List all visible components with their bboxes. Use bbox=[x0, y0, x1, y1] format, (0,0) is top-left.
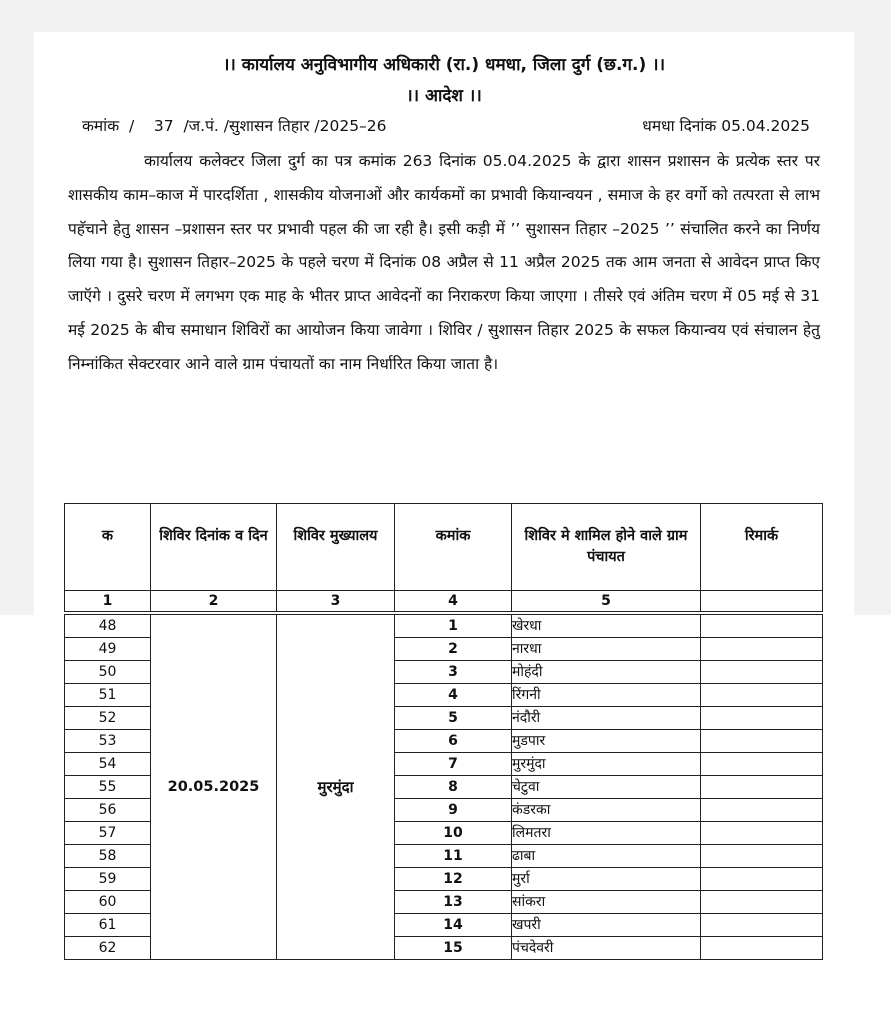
reference-line bbox=[82, 114, 810, 138]
order-number: कमांक / 37 /ज.पं. /सुशासन तिहार /2025–26 bbox=[82, 117, 387, 135]
number-cell: 8 bbox=[395, 776, 512, 799]
serial-cell: 48 bbox=[65, 613, 151, 638]
number-cell: 7 bbox=[395, 753, 512, 776]
number-cell: 14 bbox=[395, 914, 512, 937]
header-camp-hq: शिविर मुख्यालय bbox=[277, 504, 395, 591]
number-cell: 5 bbox=[395, 707, 512, 730]
order-heading: ।। आदेश ।। bbox=[406, 86, 482, 106]
remark-cell bbox=[701, 707, 823, 730]
number-cell: 12 bbox=[395, 868, 512, 891]
header-number: कमांक bbox=[395, 504, 512, 591]
number-cell: 1 bbox=[395, 613, 512, 638]
remark-cell bbox=[701, 753, 823, 776]
column-number: 4 bbox=[395, 591, 512, 614]
gram-panchayat-cell: खपरी bbox=[512, 914, 701, 937]
gram-panchayat-cell: पंचदेवरी bbox=[512, 937, 701, 960]
column-number: 2 bbox=[151, 591, 277, 614]
table-header-row bbox=[65, 504, 823, 591]
remark-cell bbox=[701, 822, 823, 845]
serial-cell: 60 bbox=[65, 891, 151, 914]
serial-cell: 61 bbox=[65, 914, 151, 937]
serial-cell: 58 bbox=[65, 845, 151, 868]
number-cell: 10 bbox=[395, 822, 512, 845]
header-serial: क bbox=[65, 504, 151, 591]
serial-cell: 50 bbox=[65, 661, 151, 684]
header-camp-date: शिविर दिनांक व दिन bbox=[151, 504, 277, 591]
serial-cell: 55 bbox=[65, 776, 151, 799]
number-cell: 2 bbox=[395, 638, 512, 661]
camp-hq-cell: मुरमुंदा bbox=[277, 613, 395, 960]
remark-cell bbox=[701, 776, 823, 799]
number-cell: 9 bbox=[395, 799, 512, 822]
column-number: 3 bbox=[277, 591, 395, 614]
remark-cell bbox=[701, 914, 823, 937]
camp-date-cell: 20.05.2025 bbox=[151, 613, 277, 960]
gram-panchayat-cell: रिंगनी bbox=[512, 684, 701, 707]
office-title: ।। कार्यालय अनुविभागीय अधिकारी (रा.) धमधा, जिला दुर्ग (छ.ग.) ।। bbox=[222, 55, 666, 75]
remark-cell bbox=[701, 868, 823, 891]
serial-cell: 52 bbox=[65, 707, 151, 730]
header-gram-panchayat: शिविर मे शामिल होने वाले ग्राम पंचायत bbox=[512, 504, 701, 591]
serial-cell: 53 bbox=[65, 730, 151, 753]
number-cell: 11 bbox=[395, 845, 512, 868]
gram-panchayat-cell: मुरमुंदा bbox=[512, 753, 701, 776]
table-row bbox=[65, 613, 823, 638]
remark-cell bbox=[701, 891, 823, 914]
order-body bbox=[68, 145, 820, 382]
number-cell: 4 bbox=[395, 684, 512, 707]
remark-cell bbox=[701, 613, 823, 638]
gram-panchayat-cell: मोहंदी bbox=[512, 661, 701, 684]
order-paragraph: कार्यालय कलेक्टर जिला दुर्ग का पत्र कमांक 263 दिनांक 05.04.2025 के द्वारा शासन प्रशासन के प्रत्येक स्तर पर शासकीय काम–काज में पारदर्शिता , शासकीय योजनाओं और कार्यकमों का प्रभावी कियान्वयन , समाज के हर वर्गो को तत्परता से लाभ पहॅचाने हेतु शासन –प्रशासन स्तर पर प्रभावी पहल की जा रही है। इसी कड़ी में ’’ सुशासन तिहार –2025 ’’ संचालित करने का निर्णय लिया गया है। सुशासन तिहार–2025 के पहले चरण में दिनांक 08 अप्रैल से 11 अप्रैल 2025 तक आम जनता से आवेदन प्राप्त किए जाऍगे । दुसरे चरण में लगभग एक माह के भीतर प्राप्त आवेदनों का निराकरण किया जाएगा । तीसरे एवं अंतिम चरण में 05 मई से 31 मई 2025 के बीच समाधान शिविरों का आयोजन किया जावेगा । शिविर / सुशासन तिहार 2025 के सफल कियान्वय एवं संचालन हेतु निम्नांकित सेक्टरवार आने वाले ग्राम पंचायतों का नाम निर्धारित किया जाता है। bbox=[68, 152, 820, 373]
serial-cell: 49 bbox=[65, 638, 151, 661]
gram-panchayat-cell: लिमतरा bbox=[512, 822, 701, 845]
gram-panchayat-cell: सांकरा bbox=[512, 891, 701, 914]
header-remark: रिमार्क bbox=[701, 504, 823, 591]
gram-panchayat-cell: खेरधा bbox=[512, 613, 701, 638]
serial-cell: 56 bbox=[65, 799, 151, 822]
gram-panchayat-cell: ढाबा bbox=[512, 845, 701, 868]
number-cell: 3 bbox=[395, 661, 512, 684]
remark-cell bbox=[701, 730, 823, 753]
serial-cell: 62 bbox=[65, 937, 151, 960]
column-number-row bbox=[65, 591, 823, 614]
remark-cell bbox=[701, 799, 823, 822]
remark-cell bbox=[701, 684, 823, 707]
gram-panchayat-cell: चेटुवा bbox=[512, 776, 701, 799]
remark-cell bbox=[701, 845, 823, 868]
number-cell: 13 bbox=[395, 891, 512, 914]
gram-panchayat-cell: मुर्रा bbox=[512, 868, 701, 891]
serial-cell: 54 bbox=[65, 753, 151, 776]
remark-cell bbox=[701, 937, 823, 960]
number-cell: 6 bbox=[395, 730, 512, 753]
camp-schedule-table bbox=[64, 503, 823, 960]
remark-cell bbox=[701, 661, 823, 684]
place-date: धमधा दिनांक 05.04.2025 bbox=[642, 117, 810, 135]
number-cell: 15 bbox=[395, 937, 512, 960]
gram-panchayat-cell: मुडपार bbox=[512, 730, 701, 753]
serial-cell: 57 bbox=[65, 822, 151, 845]
gram-panchayat-cell: नंदौरी bbox=[512, 707, 701, 730]
column-number: 1 bbox=[65, 591, 151, 614]
gram-panchayat-cell: कंडरका bbox=[512, 799, 701, 822]
remark-cell bbox=[701, 638, 823, 661]
column-number: 5 bbox=[512, 591, 701, 614]
gram-panchayat-cell: नारधा bbox=[512, 638, 701, 661]
column-number-empty bbox=[701, 591, 823, 614]
serial-cell: 51 bbox=[65, 684, 151, 707]
serial-cell: 59 bbox=[65, 868, 151, 891]
